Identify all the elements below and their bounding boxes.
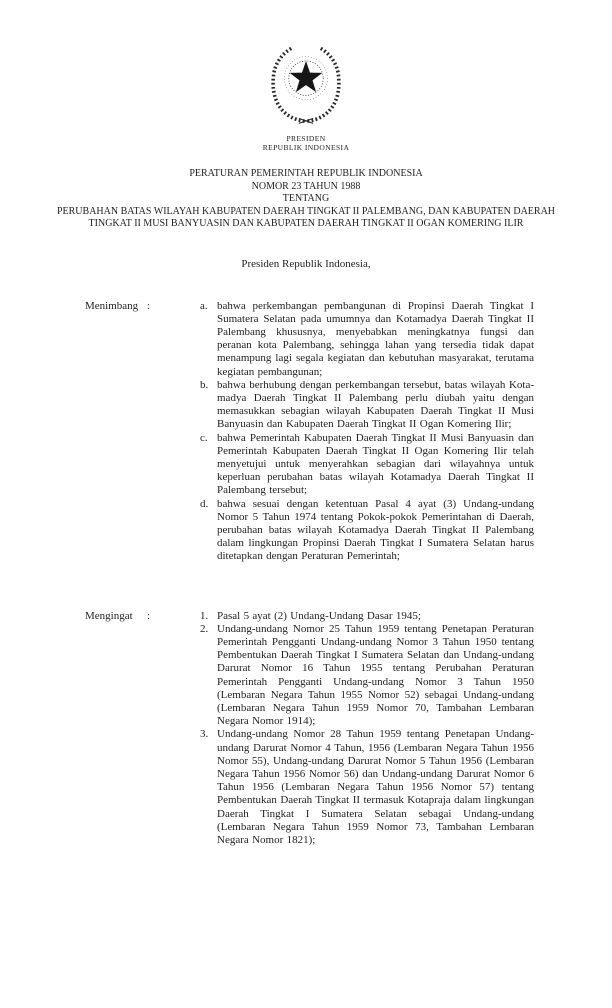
list-item: [200, 379, 534, 432]
list-item: [200, 623, 534, 729]
section-colon: :: [147, 609, 151, 622]
item-marker: a.: [200, 299, 208, 312]
letterhead-presiden: PRESIDEN: [286, 134, 326, 143]
section-colon: :: [147, 299, 151, 312]
document-body: [0, 300, 612, 848]
section-label: Mengingat: [85, 609, 133, 622]
item-text: Undang-undang Nomor 25 Tahun 1959 tentang Penetapan Peraturan Pemerintah Pengganti Undang-undang Nomor 3 Tahun 1950 tentang Pembentukan Daerah Tingkat I Sumatera Selatan dan Undang-undang Darurat Nomor 16 Tahun 1955 tentang Perubahan Peraturan Pemerintah Pengganti Undang-undang Nomor 3 Tahun 1950 (Lembaran Negara Tahun 1955 Nomor 52) sebagai Undang-undang (Lembaran Negara Tahun 1959 Nomor 70, Tambahan Lembaran Negara Nomor 1914);: [217, 622, 534, 728]
item-marker: c.: [200, 431, 208, 444]
salutation: Presiden Republik Indonesia,: [241, 257, 371, 270]
section-content: [200, 300, 534, 564]
item-marker: d.: [200, 497, 209, 510]
list-item: [200, 610, 534, 623]
letterhead-republik-indonesia: REPUBLIK INDONESIA: [262, 143, 350, 152]
section-label: Menimbang: [85, 299, 139, 312]
item-marker: b.: [200, 378, 209, 391]
title-number: NOMOR 23 TAHUN 1988: [251, 180, 361, 192]
section-content: [200, 610, 534, 848]
section-mengingat: [85, 610, 534, 848]
item-text: bahwa Pemerintah Kabupaten Daerah Tingkat II Musi Banyuasin dan Pemerintah Kabupaten Daerah Tingkat II Ogan Komering Ilir telah menyetujui untuk menyerahkan sebagian dari wilayahnya untuk keperluan perubahan batas wilayah Kotamadya Daerah Tingkat II Palembang tersebut;: [217, 431, 534, 497]
title-regulation-name: PERATURAN PEMERINTAH REPUBLIK INDONESIA: [189, 168, 423, 179]
letterhead: [0, 134, 612, 152]
item-marker: 2.: [200, 622, 209, 635]
item-text: bahwa sesuai dengan ketentuan Pasal 4 ayat (3) Undang-undang Nomor 5 Tahun 1974 tentang Pokok-pokok Pemerintahan di Daerah, perubahan batas wilayah Kotamadya Daerah Tingkat II Palembang dalam lingkungan Propinsi Daerah Tingkat I Sumatera Selatan harus ditetapkan dengan Peraturan Pemerintah;: [217, 497, 534, 563]
list-item: [200, 432, 534, 498]
title-tentang: TENTANG: [282, 193, 330, 204]
title-subject: PERUBAHAN BATAS WILAYAH KABUPATEN DAERAH TINGKAT II PALEMBANG, DAN KABUPATEN DAERAH TINGKAT II MUSI BANYUASIN DAN KABUPATEN DAERAH TINGKAT II OGAN KOMERING ILIR: [56, 205, 556, 229]
list-item: [200, 728, 534, 847]
document-title-block: [54, 168, 559, 231]
item-text: bahwa berhubung dengan perkembangan tersebut, batas wilayah Kota- madya Daerah Tingkat II Palembang perlu diubah yaitu dengan memasukkan sebagian wilayah Kabupaten Daerah Tingkat II Musi Banyuasin dan Kabupaten Daerah Tingkat II Ogan Komering Ilir;: [217, 378, 534, 431]
item-text: bahwa perkembangan pembangunan di Propinsi Daerah Tingkat I Sumatera Selatan pada umumnya dan Kotamadya Daerah Tingkat II Palembang khususnya, menyebabkan meningkatnya fungsi dan peranan kota Palembang, sehingga lahan yang tersedia tidak dapat menampung lagi segala kegiatan dan kebutuhan masyarakat, terutama kegiatan pembangunan;: [217, 299, 534, 378]
list-item: [200, 300, 534, 379]
item-marker: 3.: [200, 728, 209, 741]
item-text: Undang-undang Nomor 28 Tahun 1959 tentang Penetapan Undang-undang Darurat Nomor 4 Tahun, 1956 (Lembaran Negara Tahun 1956 Nomor 55), Undang-undang Darurat Nomor 5 Tahun 1956 (Lembaran Negara Tahun 1956 Nomor 56) dan Undang-undang Darurat Nomor 6 Tahun 1956 (Lembaran Negara Tahun 1956 Nomor 57) tentang Pembentukan Daerah Tingkat II termasuk Kotapraja dalam lingkungan Daerah Tingkat I Sumatera Selatan sebagai Undang-undang (Lembaran Negara Tahun 1959 Nomor 73, Tambahan Lembaran Negara Nomor 1821);: [217, 728, 534, 847]
item-marker: 1.: [200, 609, 209, 622]
star-wreath-emblem-icon: [263, 38, 349, 127]
section-menimbang: [85, 300, 534, 564]
presidential-emblem: [0, 0, 612, 132]
item-text: Pasal 5 ayat (2) Undang-Undang Dasar 1945;: [217, 609, 421, 622]
list-item: [200, 498, 534, 564]
